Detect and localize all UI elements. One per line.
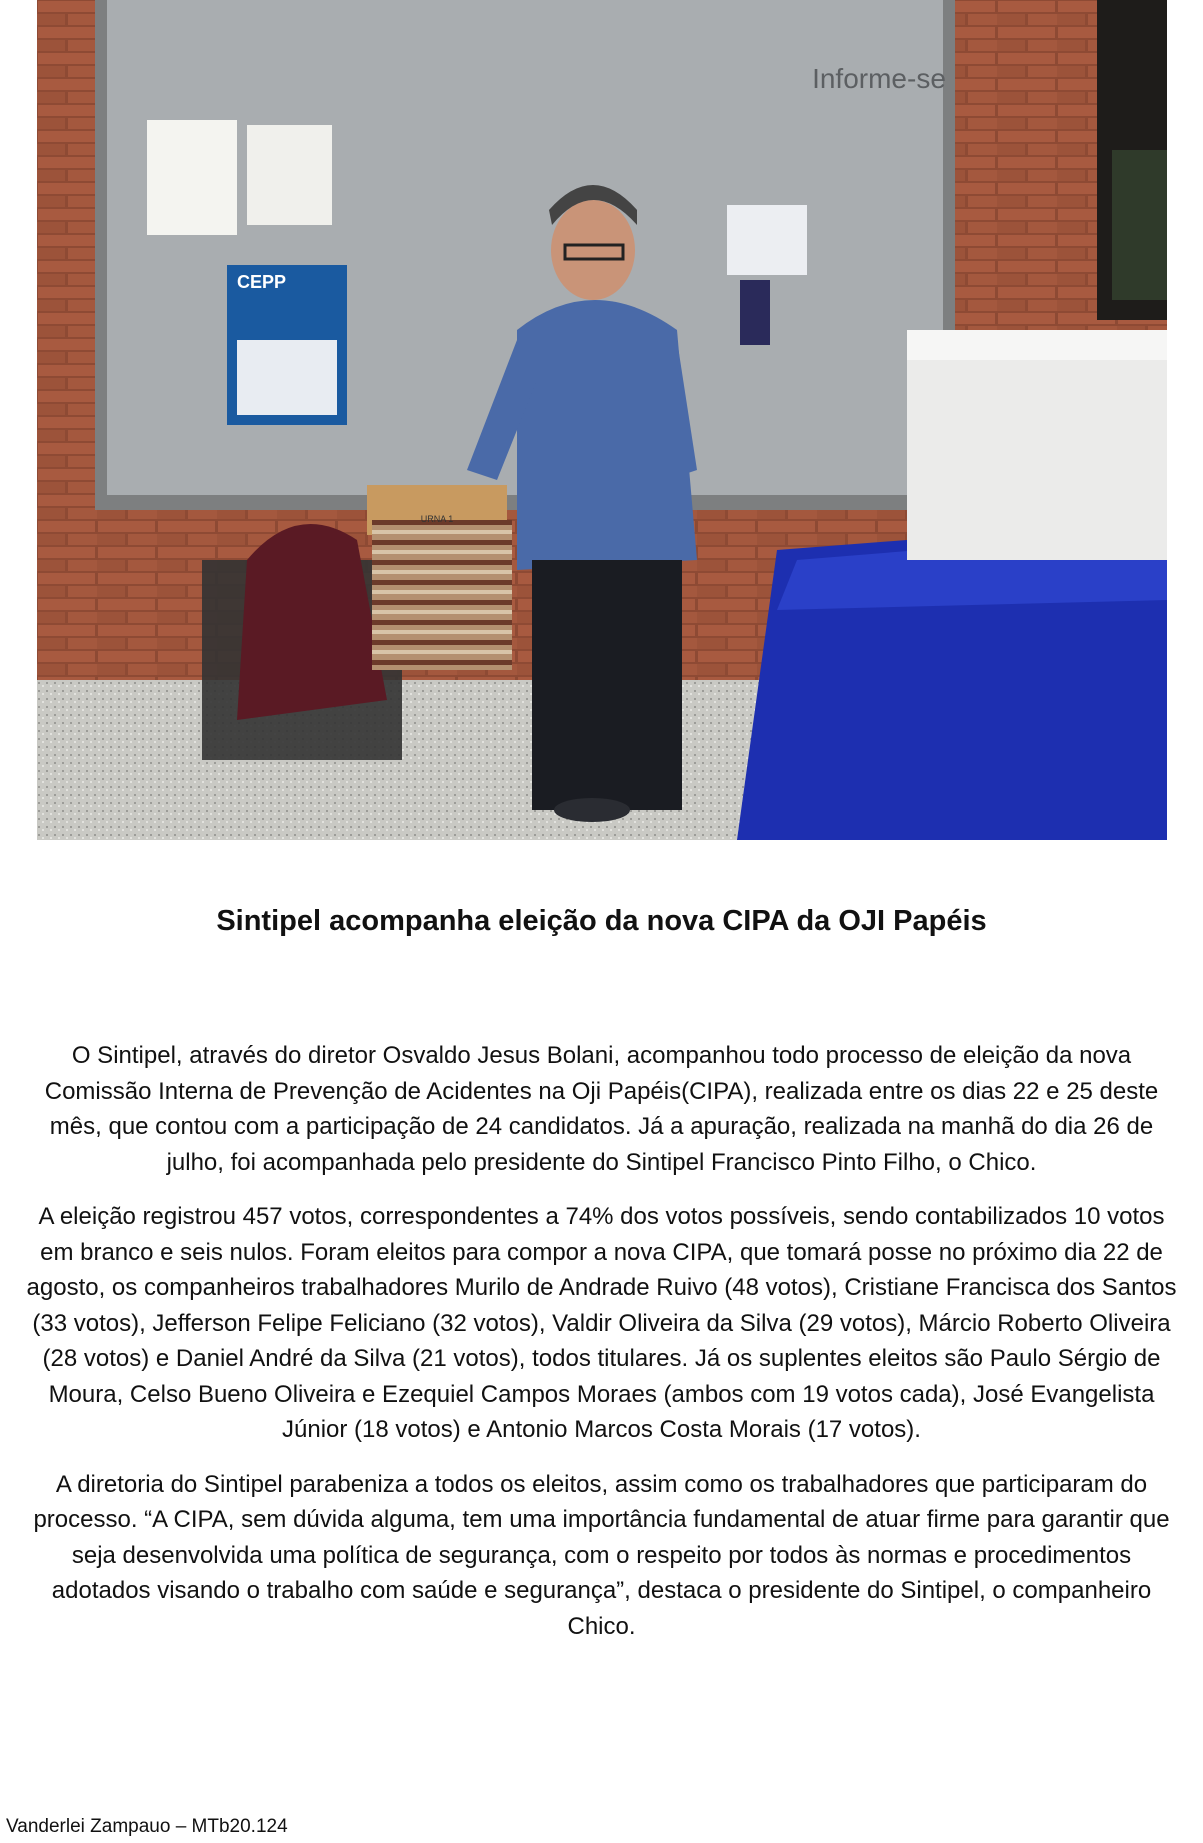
article-photo (37, 0, 1167, 840)
article-body (20, 1038, 1183, 1663)
svg-text:Informe-se: Informe-se (812, 63, 946, 94)
svg-text:URNA 1: URNA 1 (420, 514, 454, 524)
svg-text:CEPP: CEPP (237, 272, 287, 292)
paragraph: O Sintipel, através do diretor Osvaldo Jesus Bolani, acompanhou todo processo de eleição da nova Comissão Interna de Prevenção de Acidentes na Oji Papéis(CIPA), realizada entre os dias 22 e 25 deste mês, que contou com a participação de 24 candidatos. Já a apuração, realizada na manhã do dia 26 de julho, foi acompanhada pelo presidente do Sintipel Francisco Pinto Filho, o Chico. (44, 1042, 1159, 1176)
paragraph: A diretoria do Sintipel parabeniza a todos os eleitos, assim como os trabalhadores que participaram do processo. “A CIPA, sem dúvida alguma, tem uma importância fundamental de atuar firme para garantir que seja desenvolvida uma política de segurança, com o respeito por todos às normas e procedimentos adotados visando o trabalho com saúde e segurança”, destaca o presidente do Sintipel, o companheiro Chico. (33, 1470, 1170, 1640)
election-scene-illustration (37, 0, 1167, 840)
ballot-box-label (421, 514, 454, 524)
board-sign (812, 63, 946, 94)
article-title: Sintipel acompanha eleição da nova CIPA da OJI Papéis (216, 905, 987, 937)
author-credit: Vanderlei Zampauo – MTb20.124 (6, 1816, 288, 1837)
paragraph: A eleição registrou 457 votos, correspondentes a 74% dos votos possíveis, sendo contabilizados 10 votos em branco e seis nulos. Foram eleitos para compor a nova CIPA, que tomará posse no próximo dia 22 de agosto, os companheiros trabalhadores Murilo de Andrade Ruivo (48 votos), Cristiane Francisca dos Santos (33 votos), Jefferson Felipe Feliciano (32 votos), Valdir Oliveira da Silva (29 votos), Márcio Roberto Oliveira (28 votos) e Daniel André da Silva (21 votos), todos titulares. Já os suplentes eleitos são Paulo Sérgio de Moura, Celso Bueno Oliveira e Ezequiel Campos Moraes (ambos com 19 votos cada), José Evangelista Júnior (18 votos) e Antonio Marcos Costa Morais (17 votos). (26, 1203, 1177, 1443)
